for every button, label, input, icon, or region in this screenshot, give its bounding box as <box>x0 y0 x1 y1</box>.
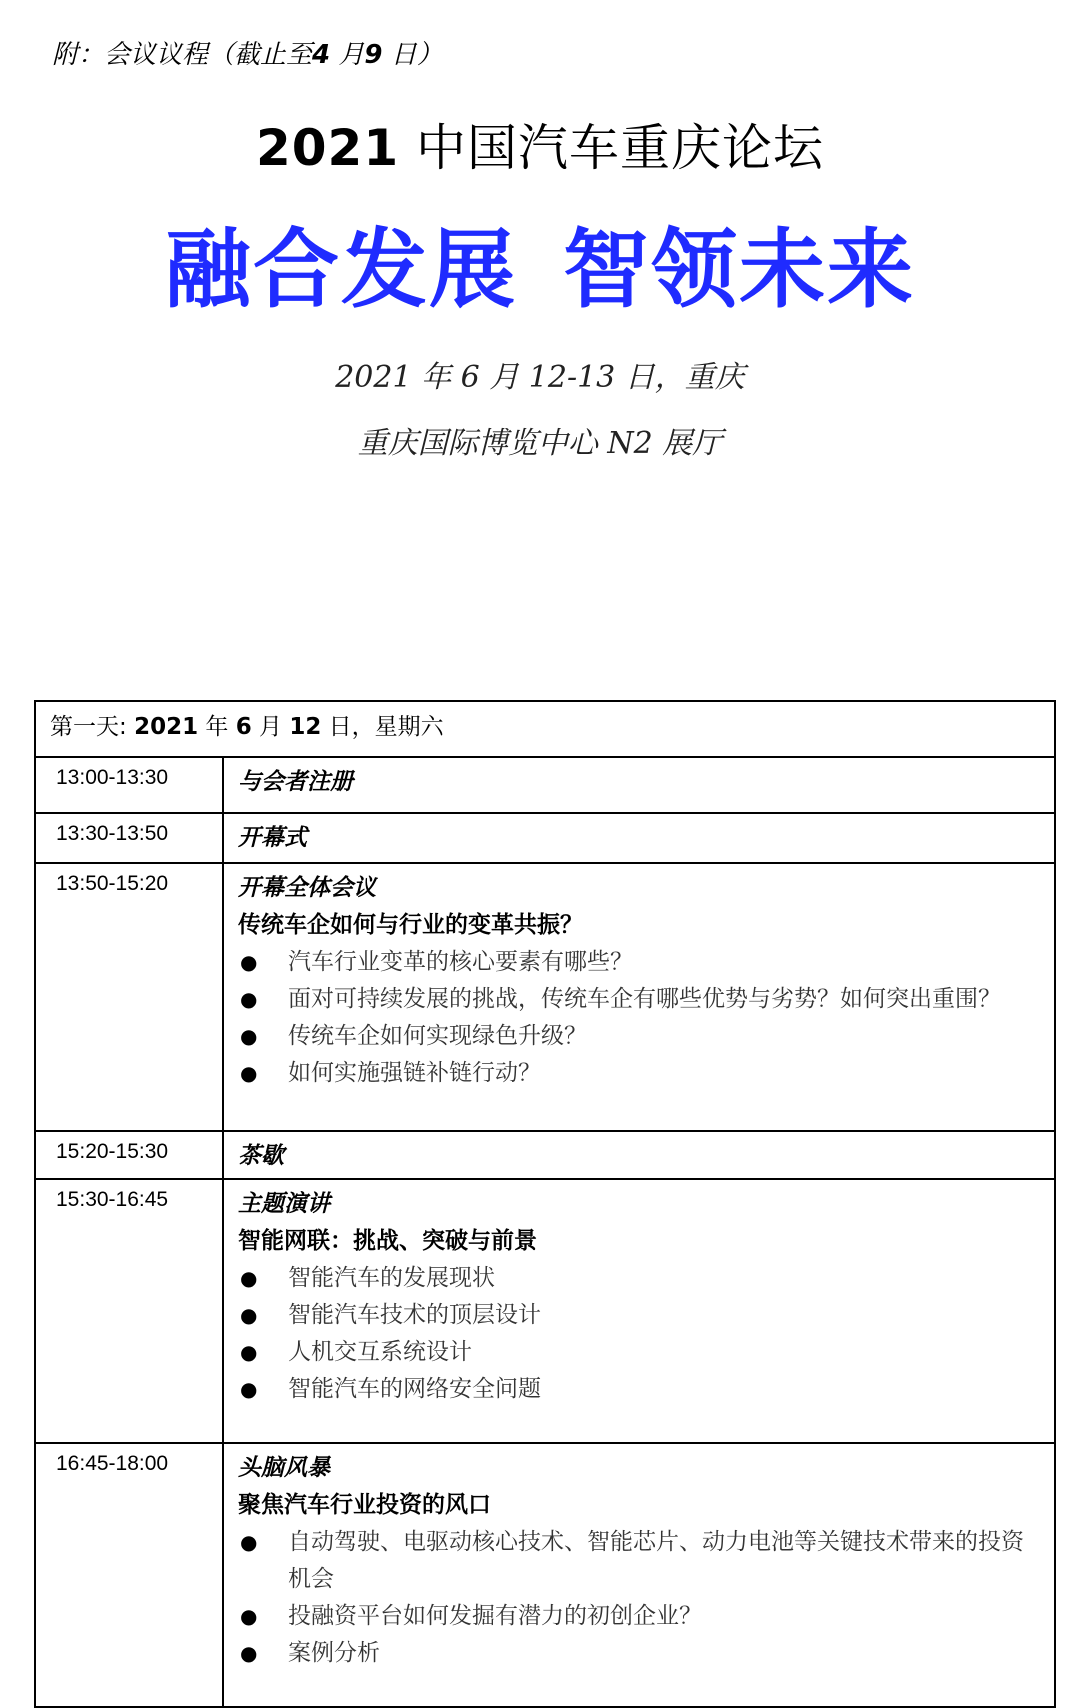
session-title: 头脑风暴 <box>238 1454 330 1481</box>
table-row <box>35 757 1055 813</box>
list-item: ● 人机交互系统设计 <box>238 1334 1044 1371</box>
appendix-label: 附：会议议程（截止至 <box>52 40 313 70</box>
session-cell <box>223 1443 1055 1707</box>
slogan-part-1: 融合发展 <box>165 220 517 320</box>
session-title: 开幕式 <box>238 824 307 851</box>
day-year: 2021 <box>134 714 199 740</box>
list-item: ● 如何实施强链补链行动？ <box>238 1055 1044 1092</box>
session-title: 茶歇 <box>238 1142 284 1169</box>
forum-title-year: 2021 <box>255 119 400 177</box>
time-cell: 13:30-13:50 <box>35 813 223 863</box>
day-date: 12 <box>289 714 322 740</box>
list-item: ● 汽车行业变革的核心要素有哪些？ <box>238 944 1044 981</box>
event-venue: 重庆国际博览中心 N2 展厅 <box>357 426 723 461</box>
table-row <box>35 1179 1055 1443</box>
event-date: 2021 年 6 月 12-13 日，重庆 <box>335 360 745 395</box>
list-item: ● 案例分析 <box>238 1635 1044 1672</box>
session-cell <box>223 1131 1055 1179</box>
slogan-part-2: 智领未来 <box>563 220 915 320</box>
session-subtitle: 传统车企如何与行业的变革共振？ <box>238 912 583 938</box>
agenda-table <box>34 700 1056 1708</box>
session-cell <box>223 1179 1055 1443</box>
bullet-list <box>238 944 1044 1092</box>
session-title: 主题演讲 <box>238 1190 330 1217</box>
table-row <box>35 1131 1055 1179</box>
day-header <box>35 701 1055 757</box>
day-month: 6 <box>235 714 252 740</box>
time-cell: 13:00-13:30 <box>35 757 223 813</box>
day-year-unit: 年 <box>205 714 229 740</box>
list-item: ● 智能汽车的网络安全问题 <box>238 1371 1044 1408</box>
table-row <box>35 863 1055 1131</box>
bullet-list <box>238 1260 1044 1408</box>
appendix-end: 日） <box>390 40 443 70</box>
time-cell: 15:20-15:30 <box>35 1131 223 1179</box>
session-subtitle: 聚焦汽车行业投资的风口 <box>238 1492 491 1518</box>
list-item: ● 传统车企如何实现绿色升级？ <box>238 1018 1044 1055</box>
bullet-list <box>238 1524 1044 1672</box>
session-cell <box>223 813 1055 863</box>
time-cell: 13:50-15:20 <box>35 863 223 1131</box>
forum-title <box>0 108 1080 180</box>
table-row <box>35 813 1055 863</box>
appendix-month: 4 <box>312 40 331 70</box>
day-date-unit: 日，星期六 <box>328 714 444 740</box>
list-item: ● 智能汽车的发展现状 <box>238 1260 1044 1297</box>
appendix-day: 9 <box>364 40 383 70</box>
session-title: 与会者注册 <box>238 768 353 795</box>
list-item: ● 自动驾驶、电驱动核心技术、智能芯片、动力电池等关键技术带来的投资机会 <box>238 1524 1044 1598</box>
session-title: 开幕全体会议 <box>238 874 376 901</box>
list-item: ● 投融资平台如何发掘有潜力的初创企业？ <box>238 1598 1044 1635</box>
session-subtitle: 智能网联：挑战、突破与前景 <box>238 1228 537 1254</box>
list-item: ● 智能汽车技术的顶层设计 <box>238 1297 1044 1334</box>
table-row <box>35 1443 1055 1707</box>
time-cell: 16:45-18:00 <box>35 1443 223 1707</box>
list-item: ● 面对可持续发展的挑战，传统车企有哪些优势与劣势？如何突出重围？ <box>238 981 1044 1018</box>
time-cell: 15:30-16:45 <box>35 1179 223 1443</box>
appendix-note <box>52 34 443 71</box>
session-cell <box>223 863 1055 1131</box>
forum-title-text: 中国汽车重庆论坛 <box>416 119 825 177</box>
session-cell <box>223 757 1055 813</box>
appendix-month-unit: 月 <box>338 40 365 70</box>
day-month-unit: 月 <box>259 714 283 740</box>
slogan <box>0 200 1080 324</box>
day-prefix: 第一天: <box>50 714 127 740</box>
